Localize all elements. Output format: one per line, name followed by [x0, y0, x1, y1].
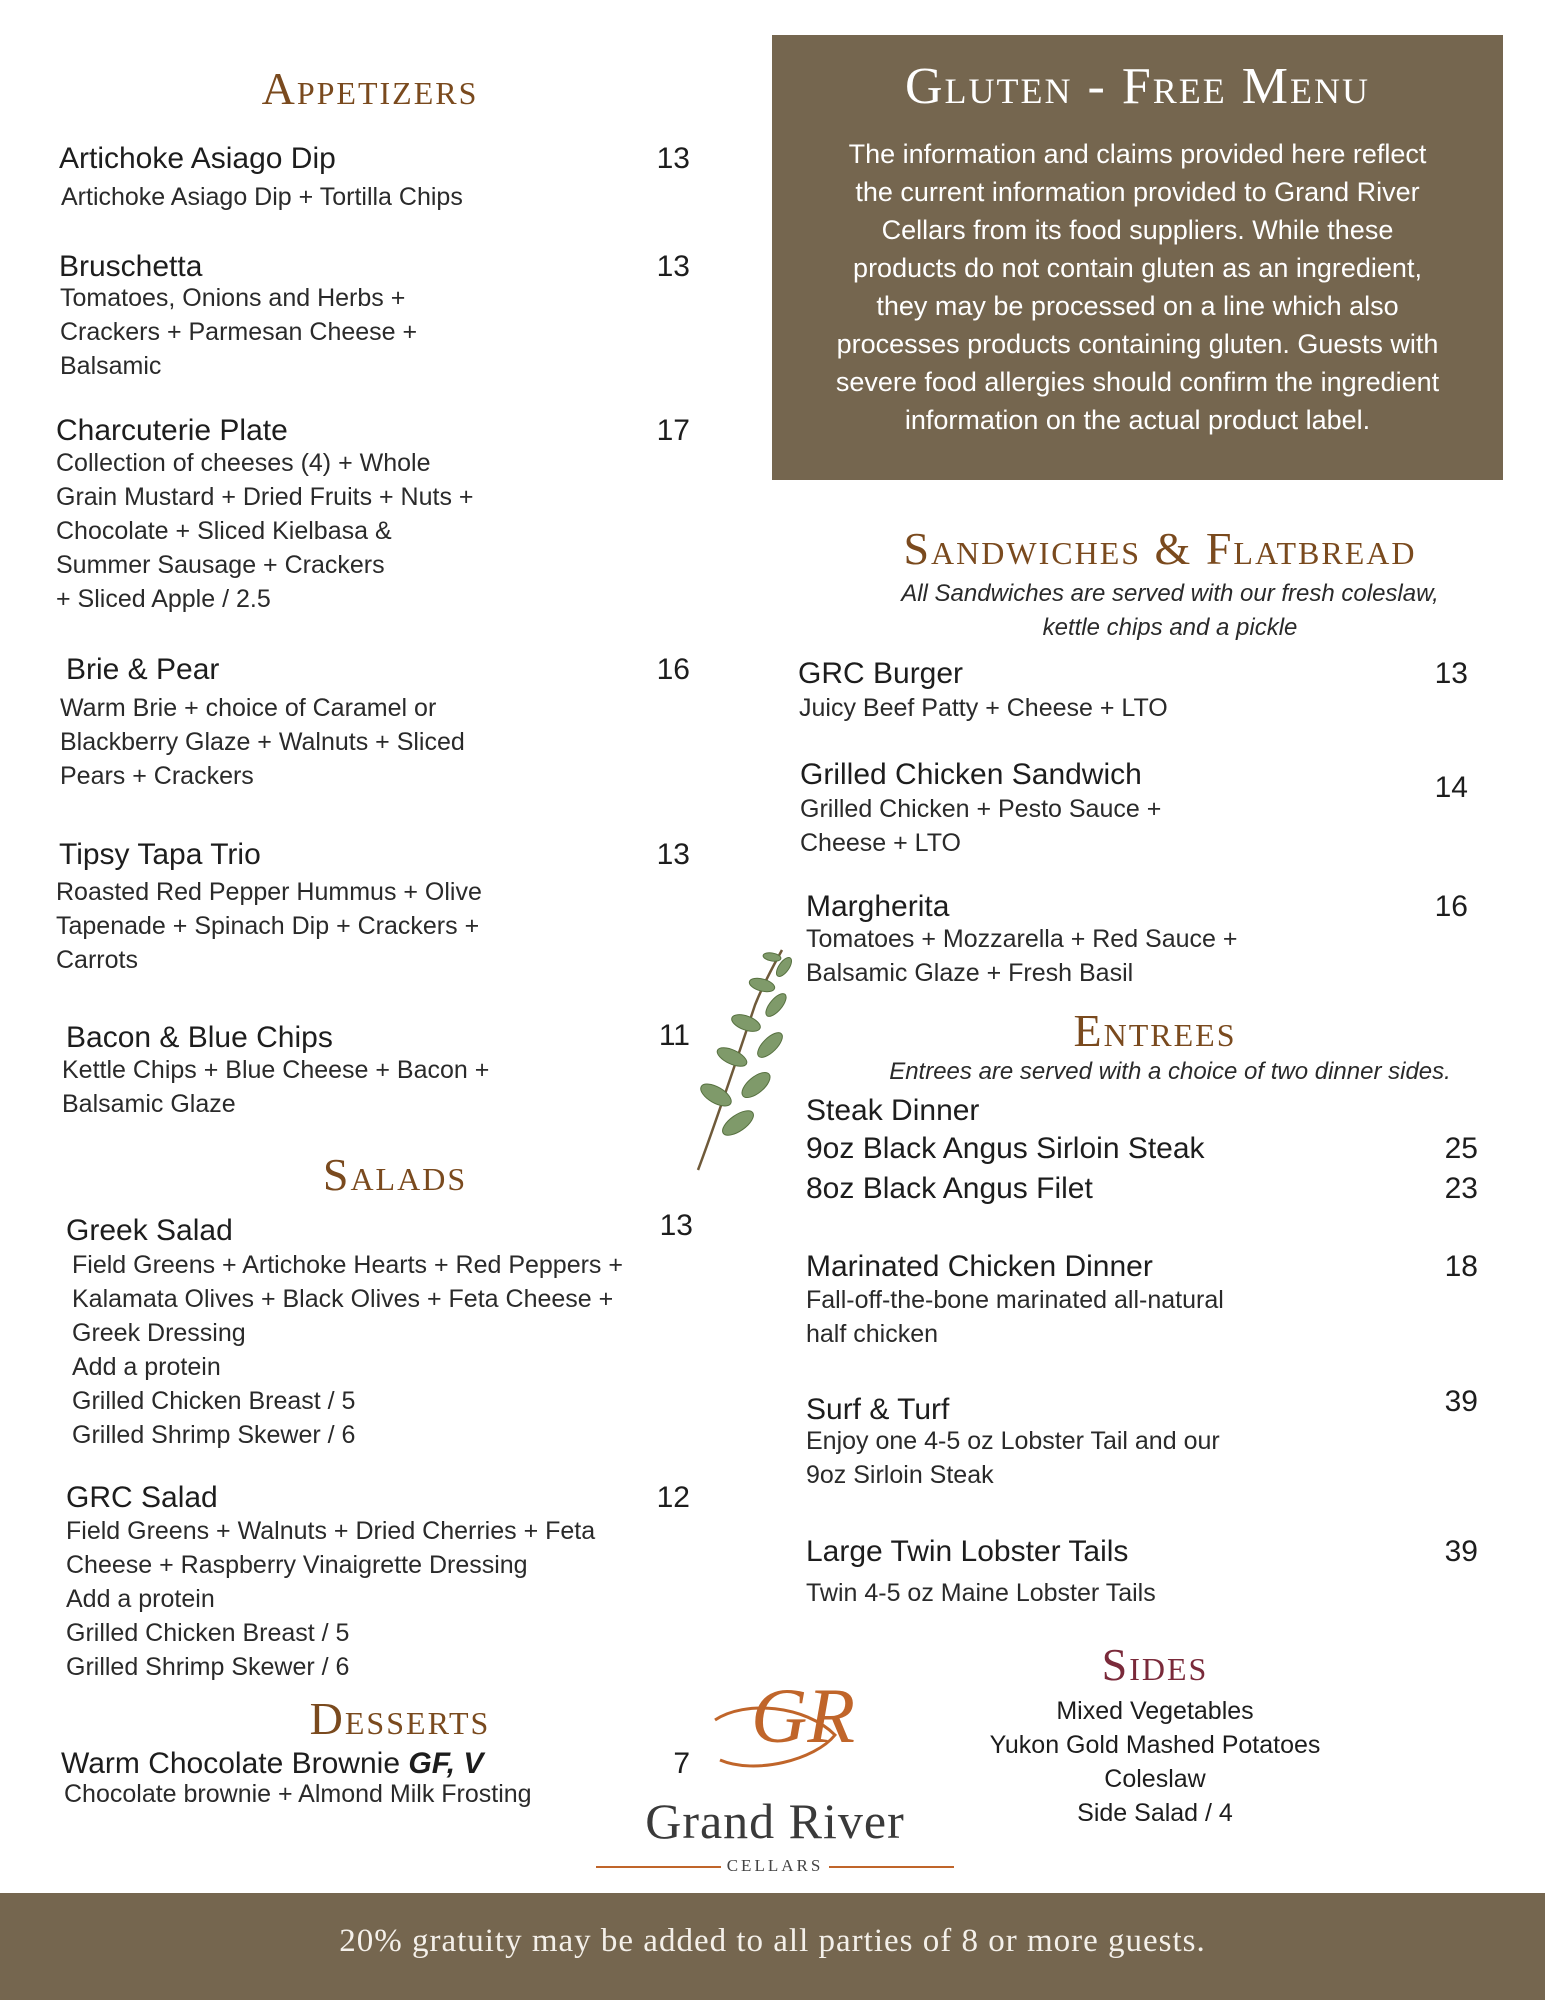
logo-wordmark: Grand River: [645, 1793, 905, 1849]
menu-item-name: Artichoke Asiago Dip: [59, 142, 336, 175]
menu-item-name: Bacon & Blue Chips: [66, 1021, 333, 1054]
menu-item-description: Chocolate brownie + Almond Milk Frosting: [64, 1780, 532, 1808]
menu-item-description: Warm Brie + choice of Caramel or Blackberry Glaze + Walnuts + Sliced Pears + Crackers: [60, 694, 465, 790]
sides-list: [930, 1694, 1380, 1830]
leaf-sprig-illustration: [680, 945, 800, 1175]
menu-item-description: Tomatoes, Onions and Herbs + Crackers + Parmesan Cheese + Balsamic: [60, 284, 418, 380]
gluten-free-notice: [772, 35, 1503, 480]
menu-item-price: 14: [1434, 771, 1468, 804]
menu-item-name: Bruschetta: [59, 250, 203, 283]
entrees-title: Entrees: [1073, 1005, 1237, 1056]
menu-item-name: Grilled Chicken Sandwich: [800, 758, 1142, 791]
logo-subtitle-text: CELLARS: [726, 1856, 824, 1875]
menu-item-name: Greek Salad: [66, 1214, 233, 1247]
menu-item-price: 11: [658, 1019, 690, 1052]
menu-item-description: Field Greens + Artichoke Hearts + Red Peppers + Kalamata Olives + Black Olives + Feta Cheese + Greek Dressing Add a protein Grilled Chicken Breast / 5 Grilled Shrimp Skewer / 6: [72, 1251, 623, 1449]
menu-item-description: Collection of cheeses (4) + Whole Grain Mustard + Dried Fruits + Nuts + Chocolate + Sliced Kielbasa & Summer Sausage + Crackers + Sliced Apple / 2.5: [56, 449, 474, 613]
steak-option-name: 9oz Black Angus Sirloin Steak: [806, 1132, 1205, 1165]
gratuity-notice: 20% gratuity may be added to all parties of 8 or more guests.: [339, 1923, 1206, 1959]
gluten-free-title: Gluten - Free Menu: [905, 58, 1370, 115]
steak-dinner-heading: Steak Dinner: [806, 1094, 980, 1127]
dessert-name: Warm Chocolate Brownie: [61, 1747, 401, 1780]
menu-item-description: Grilled Chicken + Pesto Sauce + Cheese + LTO: [800, 795, 1162, 857]
menu-item-price: 13: [656, 838, 690, 871]
menu-item-price: 17: [656, 414, 690, 447]
menu-item-price: 39: [1444, 1535, 1478, 1568]
menu-item-description: Enjoy one 4-5 oz Lobster Tail and our 9oz Sirloin Steak: [806, 1427, 1220, 1489]
menu-item-name: [61, 1747, 483, 1781]
menu-item-description: Tomatoes + Mozzarella + Red Sauce + Balsamic Glaze + Fresh Basil: [806, 925, 1238, 987]
menu-item-price: 13: [656, 142, 690, 175]
menu-item-description: Roasted Red Pepper Hummus + Olive Tapenade + Spinach Dip + Crackers + Carrots: [56, 878, 482, 974]
appetizers-title: Appetizers: [261, 63, 479, 114]
entrees-note: Entrees are served with a choice of two dinner sides.: [889, 1058, 1451, 1085]
sandwiches-note: All Sandwiches are served with our fresh coleslaw, kettle chips and a pickle: [901, 580, 1439, 641]
menu-item-name: Surf & Turf: [806, 1393, 950, 1426]
steak-option-price: 25: [1444, 1132, 1478, 1165]
logo-subtitle: [596, 1856, 954, 1876]
gluten-free-text: The information and claims provided here reflect the current information provided to Grand River Cellars from its food suppliers. While these products do not contain gluten as an ingredient, they may be processed on a line which also processes products containing gluten. Guests with severe food allergies should confirm the ingredient information on the actual product label.: [835, 139, 1440, 435]
menu-item-name: Large Twin Lobster Tails: [806, 1535, 1129, 1568]
salads-title: Salads: [322, 1149, 468, 1200]
gr-monogram-icon: [695, 1680, 855, 1790]
menu-item-name: Marinated Chicken Dinner: [806, 1250, 1153, 1283]
menu-item-price: 16: [656, 653, 690, 686]
list-item: Side Salad / 4: [1077, 1799, 1233, 1827]
menu-item-name: Tipsy Tapa Trio: [59, 838, 261, 871]
menu-item-name: GRC Burger: [798, 657, 964, 690]
menu-item-description: Kettle Chips + Blue Cheese + Bacon + Balsamic Glaze: [62, 1056, 490, 1118]
menu-item-description: Juicy Beef Patty + Cheese + LTO: [799, 694, 1168, 722]
list-item: Coleslaw: [1104, 1765, 1206, 1793]
menu-item-price: 18: [1444, 1250, 1478, 1283]
menu-item-name: GRC Salad: [66, 1481, 218, 1514]
menu-item-description: Field Greens + Walnuts + Dried Cherries + Feta Cheese + Raspberry Vinaigrette Dressing Add a protein Grilled Chicken Breast / 5 Grilled Shrimp Skewer / 6: [66, 1517, 596, 1681]
menu-item-price: 13: [1434, 657, 1468, 690]
dietary-tag: GF, V: [408, 1747, 484, 1780]
grand-river-cellars-logo: [590, 1680, 960, 1880]
menu-item-price: 39: [1444, 1385, 1478, 1418]
menu-item-name: Charcuterie Plate: [56, 414, 288, 447]
svg-text:GR: GR: [751, 1680, 855, 1759]
menu-item-price: 13: [659, 1209, 693, 1242]
menu-item-name: Margherita: [806, 890, 950, 923]
list-item: Mixed Vegetables: [1056, 1697, 1254, 1725]
menu-item-description: Artichoke Asiago Dip + Tortilla Chips: [61, 183, 463, 211]
menu-item-name: Brie & Pear: [66, 653, 220, 686]
list-item: Yukon Gold Mashed Potatoes: [989, 1731, 1321, 1759]
menu-item-price: 13: [656, 250, 690, 283]
menu-item-price: 7: [673, 1747, 690, 1780]
steak-option-name: 8oz Black Angus Filet: [806, 1172, 1093, 1205]
menu-item-description: Fall-off-the-bone marinated all-natural half chicken: [806, 1286, 1224, 1348]
menu-item-description: Twin 4-5 oz Maine Lobster Tails: [806, 1579, 1156, 1607]
footer-bar: [0, 1893, 1545, 2000]
logo-divider: [829, 1866, 954, 1868]
menu-item-price: 12: [656, 1481, 690, 1514]
desserts-title: Desserts: [309, 1693, 491, 1744]
menu-item-price: 16: [1434, 890, 1468, 923]
sides-title: Sides: [1101, 1639, 1209, 1690]
sandwiches-title: Sandwiches & Flatbread: [903, 523, 1417, 574]
steak-option-price: 23: [1444, 1172, 1478, 1205]
